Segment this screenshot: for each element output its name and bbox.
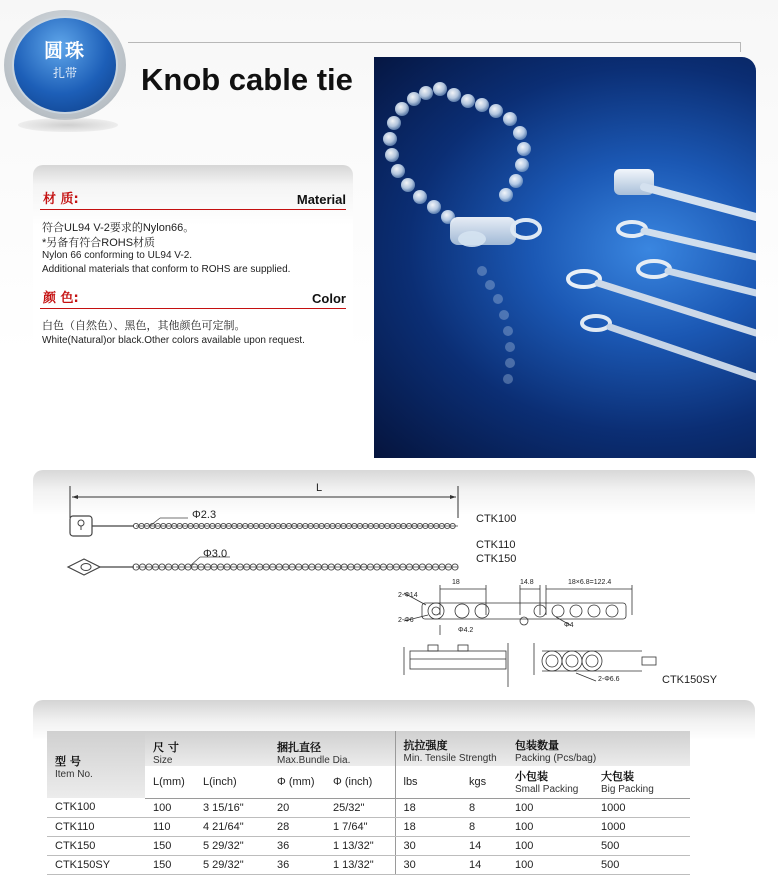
header-big-packing [593, 766, 690, 798]
diameter-label-b: Φ3.0 [203, 548, 228, 560]
dim-label-14-8: 14.8 [520, 579, 534, 586]
material-text-cn: 符合UL94 V-2要求的Nylon66。 [42, 222, 195, 234]
header-big-cn: 大包装 [601, 770, 634, 784]
bead-chain [133, 564, 458, 570]
cell-phi-inch: 1 13/32" [325, 855, 395, 874]
header-bundle-cn: 捆扎直径 [277, 741, 321, 754]
cell-l-inch: 3 15/16" [195, 798, 269, 817]
frame-line [128, 42, 740, 43]
cell-phi-inch: 25/32" [325, 798, 395, 817]
cell-item: CTK100 [47, 798, 145, 817]
cell-kgs: 8 [461, 817, 507, 836]
color-text-en: White(Natural)or black.Other colors available upon request. [42, 335, 305, 346]
header-small-cn: 小包装 [515, 770, 548, 784]
cell-phi-mm: 28 [269, 817, 325, 836]
bead-chain [133, 523, 458, 528]
bead-loop [383, 82, 540, 247]
cell-phi-mm: 36 [269, 855, 325, 874]
material-heading [40, 190, 346, 210]
frame-line [740, 42, 741, 52]
cable-tie-image [374, 57, 756, 458]
table-row [47, 855, 690, 874]
table-row [47, 836, 690, 855]
cell-lbs: 18 [395, 798, 461, 817]
header-packing-en: Packing (Pcs/bag) [515, 753, 597, 764]
header-l-inch: L(inch) [195, 766, 269, 798]
dim-label-18: 18 [452, 579, 460, 586]
dim-label-phi6-6: 2-Φ6.6 [598, 676, 620, 683]
tie-drawing [60, 480, 480, 580]
spec-table [47, 731, 690, 875]
color-cn-label: 颜 色: [43, 291, 79, 306]
diameter-label-a: Φ2.3 [192, 509, 217, 521]
cell-phi-inch: 1 13/32" [325, 836, 395, 855]
cell-phi-mm: 36 [269, 836, 325, 855]
length-label: L [316, 482, 323, 494]
material-en-label: Material [296, 192, 346, 207]
cell-kgs: 8 [461, 798, 507, 817]
header-item [47, 731, 145, 798]
cell-big: 500 [593, 836, 690, 855]
header-phi-mm: Φ (mm) [269, 766, 325, 798]
page-title: Knob cable tie [141, 62, 353, 97]
header-packing [507, 731, 690, 766]
header-size-cn: 尺 寸 [153, 741, 179, 754]
cell-l-inch: 5 29/32" [195, 855, 269, 874]
header-size [145, 731, 269, 766]
header-small-en: Small Packing [515, 784, 579, 796]
header-lbs: lbs [395, 766, 461, 798]
cell-small: 100 [507, 836, 593, 855]
dim-label-pitch: 18×6.8=122.4 [568, 579, 612, 586]
cell-phi-inch: 1 7/64" [325, 817, 395, 836]
cell-item: CTK150 [47, 836, 145, 855]
badge-shadow [18, 118, 118, 132]
header-phi-inch: Φ (inch) [325, 766, 395, 798]
header-l-mm: L(mm) [145, 766, 195, 798]
straight-ties [568, 169, 756, 377]
header-bundle-en: Max.Bundle Dia. [277, 755, 351, 766]
color-text-cn: 白色（自然色）、黑色，其他颜色可定制。 [42, 320, 246, 332]
spec-panel [33, 165, 353, 465]
color-en-label: Color [312, 291, 346, 306]
header-kgs: kgs [461, 766, 507, 798]
color-heading [40, 289, 346, 309]
cell-big: 1000 [593, 817, 690, 836]
model-label-ctk150sy: CTK150SY [662, 674, 718, 686]
ctk150sy-detail-drawing [400, 575, 660, 695]
material-text-cn-note: *另备有符合ROHS材质 [42, 237, 156, 249]
cell-l-mm: 150 [145, 855, 195, 874]
cell-item: CTK110 [47, 817, 145, 836]
cell-lbs: 30 [395, 855, 461, 874]
model-label-ctk150: CTK150 [476, 553, 517, 565]
cell-l-inch: 4 21/64" [195, 817, 269, 836]
cell-phi-mm: 20 [269, 798, 325, 817]
product-photo [374, 57, 756, 458]
badge-title: 圆珠 [43, 40, 86, 62]
dim-label-phi4: Φ4 [564, 622, 574, 629]
cell-kgs: 14 [461, 855, 507, 874]
cell-big: 500 [593, 855, 690, 874]
header-big-en: Big Packing [601, 784, 654, 796]
material-text-en: Nylon 66 conforming to UL94 V-2. [42, 250, 193, 261]
cell-small: 100 [507, 855, 593, 874]
dim-label-r6: 2-Φ6 [398, 617, 414, 624]
header-bundle [269, 731, 395, 766]
cell-l-mm: 100 [145, 798, 195, 817]
dim-label-phi4-2: Φ4.2 [458, 627, 474, 634]
cell-l-mm: 150 [145, 836, 195, 855]
cell-l-inch: 5 29/32" [195, 836, 269, 855]
category-badge [4, 10, 126, 120]
cell-small: 100 [507, 817, 593, 836]
dim-label-r14: 2-Φ14 [398, 592, 418, 599]
cell-lbs: 18 [395, 817, 461, 836]
cell-item: CTK150SY [47, 855, 145, 874]
material-cn-label: 材 质: [43, 192, 79, 207]
header-size-en: Size [153, 755, 173, 766]
cell-small: 100 [507, 798, 593, 817]
reflection [477, 266, 515, 384]
header-item-cn: 型 号 [55, 755, 81, 768]
header-tensile-cn: 抗拉强度 [403, 739, 448, 752]
cell-l-mm: 110 [145, 817, 195, 836]
cell-big: 1000 [593, 798, 690, 817]
cell-lbs: 30 [395, 836, 461, 855]
cell-kgs: 14 [461, 836, 507, 855]
header-tensile-en: Min. Tensile Strength [403, 753, 497, 764]
badge-subtitle: 扎带 [52, 66, 77, 80]
model-label-ctk100: CTK100 [476, 513, 517, 525]
table-row [47, 798, 690, 817]
table-row [47, 817, 690, 836]
model-label-ctk110: CTK110 [476, 539, 516, 551]
header-small-packing [507, 766, 593, 798]
material-text-en-note: Additional materials that conform to ROHS are supplied. [42, 264, 291, 275]
header-tensile [395, 731, 507, 766]
header-item-en: Item No. [55, 769, 93, 780]
header-packing-cn: 包装数量 [515, 739, 559, 752]
